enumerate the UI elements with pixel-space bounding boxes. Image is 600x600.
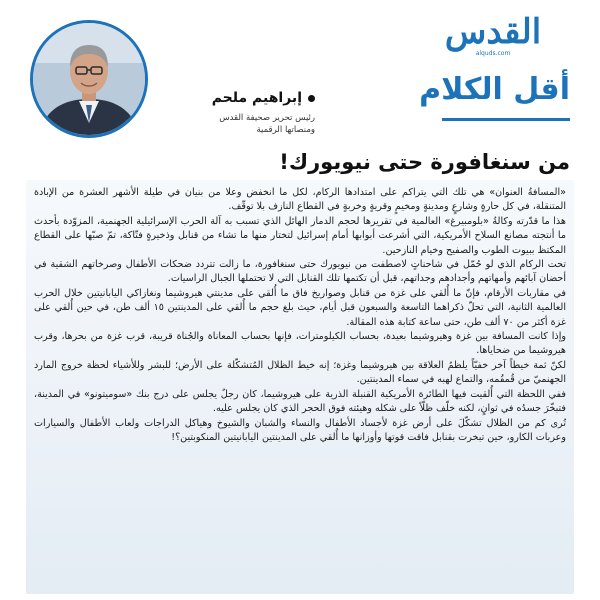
article-paragraph: هذا ما قدّرته وكالةُ «بلومبيرغ» العالمية في تقريرها لحجم الدمار الهائل الذي تسبب به آلة الحرب الإسرائيلية الجهنمية، المزوّدة بأحدث ما أنتجته مصانع السلاح الأمريكية، التي أشرعت أبوابها أمام إسرائيل لتختار منها ما تشاء من قنابل وذخيرةٍ فتّاكة، تمّ صبّها على القطاع المكتظ ببيوت الطوب والصفيح وخيام النازحين. — [34, 215, 566, 256]
article-paragraph: في مقاربات الأرقام، فإنّ ما أُلقي على غزة من قنابل وصواريخ فاق ما أُلقي على مدينتي هيروشيما ونغازاكي اليابانيتين خلال الحرب العالمية الثانية، التي تحلّ ذكراهما التاسعة والسبعون قبل أيام، حيث بلغ حجم ما أُلقي على المدينتين ١٥ ألف طن، في حين أُلقي على غزة أكثر من ٧٠ ألف طن، حتى ساعة كتابة هذه المقالة. — [34, 287, 566, 328]
article-paragraph: تُرى كم من الظلال تشكّلَ على أرض غزة لأجساد الأطفال والنساء والشبان والشيوخ وهياكل الدراجات ولعاب الأطفال والسيارات وعربات الكارو، حين تبخرت بقنابل فاقت قوتها وأوزانها ما أُلقي على المدينتين اليابانيتين المنكوبتين؟! — [34, 417, 566, 443]
logo-wordmark: القدس — [444, 12, 542, 52]
newspaper-logo[interactable] — [418, 14, 568, 60]
logo-subtitle: alquds.com — [475, 50, 511, 57]
author-photo — [30, 20, 148, 138]
column-title: أقل الكلام — [419, 72, 570, 107]
author-portrait-icon — [33, 23, 145, 135]
article-headline: من سنغافورة حتى نيويورك! — [279, 150, 570, 174]
article-header — [0, 0, 600, 135]
title-underline — [442, 118, 570, 121]
author-role-line: ومنصاتها الرقمية — [256, 125, 315, 135]
article-paragraph: تحت الركام الذي لو حُمّل في شاحناتٍ لاصطفت من نيويورك حتى سنغافورة، ما زالت تتردد ضحكات الأطفال وصرخاتهم الشقية في أحضان آبائهم وأمهاتهم وأجدادهم وجداتهم، قبل أن تكتمها تلك القنابل التي لا تحتملها الجبال الراسيات. — [34, 259, 566, 285]
article-paragraph: «المسافةُ العنوان» هي تلك التي يتراكم على امتدادها الركام، لكل ما انخفض وعلا من بنيان في طيلة الأشهر العشرة من الإبادة المتنقلة، في كل حارةٍ وشارعٍ ومدينةٍ ومخيمٍ وقريةٍ وخربةٍ في القطاع النازف بلا توقّف. — [34, 187, 566, 213]
article-paragraph: لكنّ ثمة خيطاً آخر خفيّاً يلظمُ العلاقة بين هيروشيما وغزة؛ إنه خيط الظلال المُتشكّلة على الأرض؛ للبشر وللأشياء لحظة خروج المارد الجهنميّ من قُمقُمه، والتماع لهبه في سماء المدينتين. — [34, 359, 566, 386]
article-body — [26, 180, 574, 594]
author-name-text: إبراهيم ملحم — [211, 90, 302, 106]
article-paragraph: ففي اللحظة التي أُلقيت فيها الطائرة الأمريكية القنبلة الذرية على هيروشيما، كان رجلٌ يجلس على درج بنك «سوميتونو» في المدينة، فتبخّرَ جسدُه في ثوانٍ، لكنه خلّف ظلّاً على شكله وهيئته فوق الحجر الذي كان يجلس عليه. — [34, 388, 566, 415]
author-role — [165, 112, 315, 136]
author-name — [165, 88, 315, 108]
bullet-icon — [308, 95, 315, 102]
author-role-line: رئيس تحرير صحيفة القدس — [219, 113, 315, 123]
article-paragraph: وإذا كانت المسافة بين غزة وهيروشيما بعيدة، بحساب الكيلومترات، فإنها بحساب المعاناة والجُناة قريبة، قرب غزة من بحرها، وقرب هيروشيما من ضحاياها. — [34, 331, 566, 357]
